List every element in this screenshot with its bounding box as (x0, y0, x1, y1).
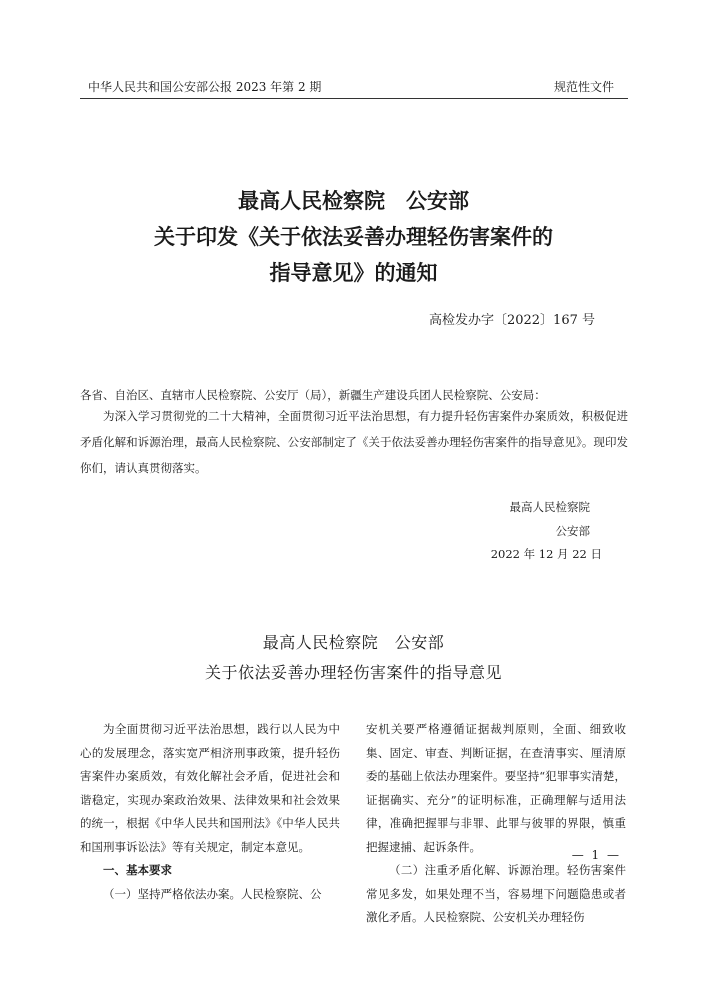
document-category: 规范性文件 (553, 80, 614, 94)
signer-ministry: 公安部 (555, 524, 590, 538)
item-paragraph: （一）坚持严格依法办案。人民检察院、公 (103, 886, 322, 901)
intro-paragraph: 为全面贯彻习近平法治思想，践行以人民为中心的发展理念，落实宽严相济刑事政策，提升轻伤害案件办案质效，有效化解社会矛盾，促进社会和谐稳定，实现办案政治效果、法律效果和社会效果的统一，根据《中华人民共和国刑法》《中华人民共和国刑事诉讼法》等有关规定，制定本意见。 (80, 722, 340, 854)
addressee: 各省、自治区、直辖市人民检察院、公安厅（局），新疆生产建设兵团人民检察院、公安局： (80, 388, 546, 402)
signer-procuratorate: 最高人民检察院 (509, 500, 590, 514)
document-number: 高检发办字〔2022〕167 号 (428, 313, 595, 328)
notice-title-line1: 最高人民检察院 公安部 (238, 189, 469, 213)
notice-title-line2: 关于印发《关于依法妥善办理轻伤害案件的 (154, 225, 553, 249)
page-number: — 1 — (571, 848, 621, 862)
continuation-paragraph: 安机关要严格遵循证据裁判原则，全面、细致收集、固定、审查、判断证据，在查清事实、厘清原委的基础上依法办理案件。要坚持“犯罪事实清楚，证据确实、充分”的证明标准，正确理解与适用法律，准确把握罪与非罪、此罪与彼罪的界限，慎重把握逮捕、起诉条件。 (366, 722, 626, 854)
right-column (366, 718, 626, 930)
opinion-title-line1: 最高人民检察院 公安部 (262, 633, 445, 652)
signature-date: 2022 年 12 月 22 日 (490, 547, 602, 561)
left-column (80, 718, 340, 906)
item-paragraph: （二）注重矛盾化解、诉源治理。轻伤害案件常见多发，如果处理不当，容易埋下问题隐患或者激化矛盾。人民检察院、公安机关办理轻伤 (366, 863, 626, 924)
notice-body: 为深入学习贯彻党的二十大精神，全面贯彻习近平法治思想，有力提升轻伤害案件办案质效，积极促进矛盾化解和诉源治理，最高人民检察院、公安部制定了《关于依法妥善办理轻伤害案件的指导意见》。现印发你们，请认真贯彻落实。 (80, 409, 628, 475)
opinion-title (0, 628, 707, 688)
section-heading: 一、基本要求 (103, 863, 172, 877)
page-header (80, 72, 628, 99)
opinion-title-line2: 关于依法妥善办理轻伤害案件的指导意见 (204, 663, 502, 682)
journal-title: 中华人民共和国公安部公报 2023 年第 2 期 (88, 80, 322, 94)
notice-title (0, 183, 707, 291)
notice-title-line3: 指导意见》的通知 (269, 261, 438, 285)
